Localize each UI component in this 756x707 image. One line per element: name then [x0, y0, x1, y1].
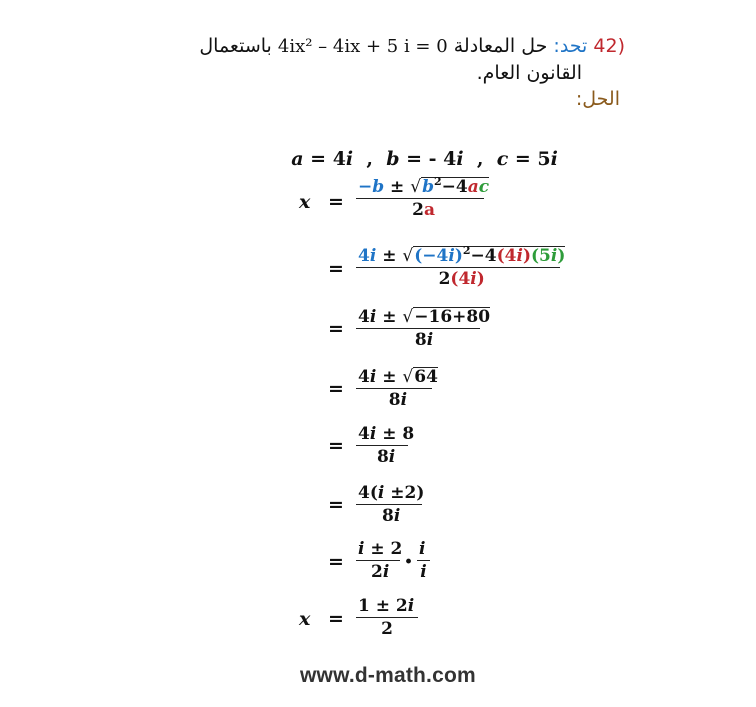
step-2-fraction	[356, 245, 567, 290]
question-number: 42)	[593, 35, 625, 57]
step-6-denominator: 8i	[382, 506, 401, 526]
step-6-numerator: 4(i ±2)	[358, 483, 425, 503]
step-7-equals: =	[328, 551, 344, 573]
step-2-numerator: $4i \pm √(-4i)^2-4(4i)(5i)$	[358, 244, 566, 266]
step-5-denominator: 8i	[376, 447, 396, 467]
step-1-equals: =	[328, 191, 344, 213]
step-8-numerator: 1 ± 2i	[358, 596, 415, 616]
question-equation: 4ix² – 4ix + 5 i = 0	[277, 36, 448, 57]
step-2-denominator: 2(4i)	[438, 269, 485, 289]
step-4-equals: =	[328, 378, 344, 400]
question-line-2: القانون العام.	[476, 62, 582, 84]
step-4-fraction	[356, 366, 440, 411]
step-7-numerator-2: i	[419, 539, 426, 559]
step-4-denominator: 8i	[388, 390, 408, 410]
step-2-equals: =	[328, 258, 344, 280]
step-8-equals: =	[328, 608, 344, 630]
step-5-equals: =	[328, 435, 344, 457]
step-5-numerator: 4i ± 8	[358, 424, 415, 444]
question-text: حل المعادلة	[453, 35, 548, 57]
step-3-numerator: 4i ± √−16+80	[358, 307, 491, 327]
question-label: تحد:	[553, 35, 588, 57]
step-1-numerator: $-b \pm √b^2-4ac$	[358, 175, 490, 197]
question-line-1	[155, 35, 625, 57]
step-3-fraction	[356, 306, 492, 351]
step-7-denominator: 2i	[371, 562, 390, 582]
step-3-denominator: 8i	[414, 330, 434, 350]
coefficients: a = 4i , b = - 4i , c = 5i	[291, 148, 558, 170]
solution-label: الحل:	[575, 88, 620, 110]
step-8-denominator: 2	[381, 619, 393, 639]
step-5-fraction	[356, 423, 416, 468]
step-4-numerator: 4i ± √64	[358, 367, 438, 387]
step-1-fraction	[356, 176, 491, 221]
step-7-times: ·	[404, 547, 414, 577]
step-1-lhs: x	[299, 191, 311, 213]
question-method: باستعمال	[199, 35, 272, 57]
step-8-lhs: x	[299, 608, 311, 630]
step-6-fraction	[356, 482, 426, 527]
step-7-fraction-2	[417, 538, 430, 583]
step-7-fraction	[356, 538, 404, 583]
step-6-equals: =	[328, 494, 344, 516]
step-7-denominator-2: i	[420, 562, 427, 582]
footer-website: www.d-math.com	[300, 664, 476, 687]
step-8-fraction	[356, 595, 418, 640]
step-7-numerator: i ± 2	[358, 539, 403, 559]
step-1-denominator: 2a	[412, 200, 435, 220]
step-3-equals: =	[328, 318, 344, 340]
